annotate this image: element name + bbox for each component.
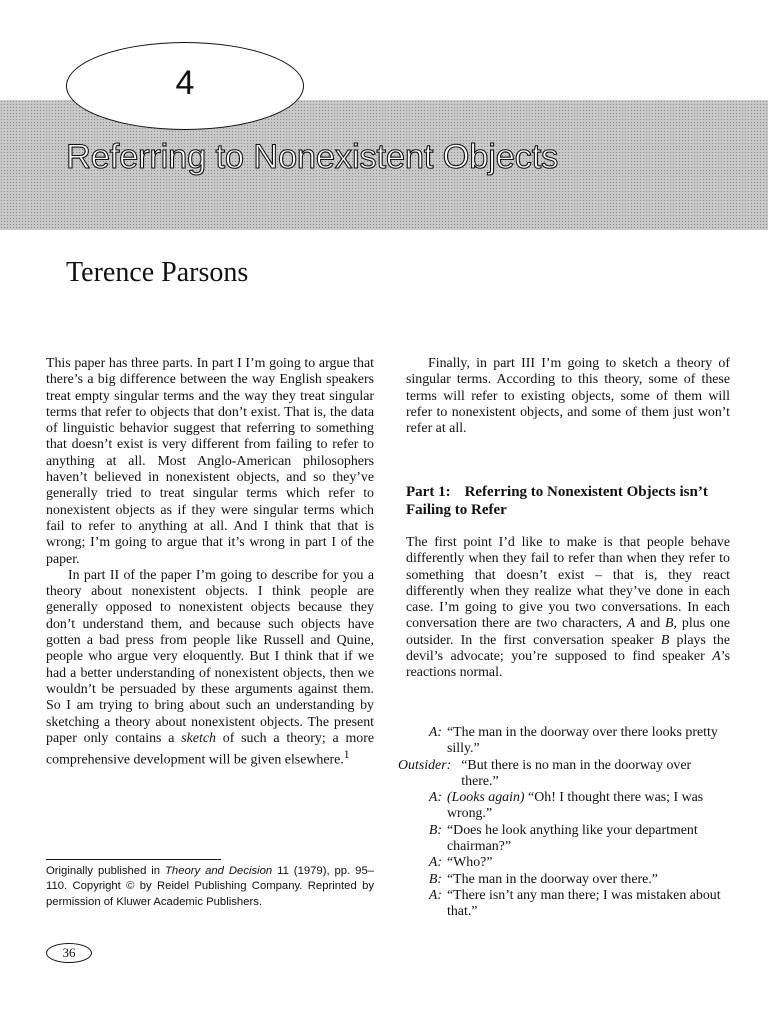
- emphasis-sketch: sketch: [181, 730, 216, 746]
- dialogue: [398, 725, 732, 921]
- left-column: [46, 356, 374, 769]
- paragraph: Finally, in part III I’m going to sketch a theory of singular terms. According to this theory, some of these terms will refer to existing objects, some of them will refer to nonexistent objects, and some of them just won’t refer at all.: [406, 356, 730, 437]
- right-column-intro: [406, 356, 730, 437]
- speaker: B:: [428, 822, 442, 838]
- speaker: A:: [428, 790, 442, 806]
- char-b: B: [660, 632, 670, 648]
- speaker: A:: [428, 887, 442, 903]
- footnote-marker[interactable]: 1: [343, 748, 350, 762]
- footnote-divider: [46, 859, 221, 860]
- right-column-body: [406, 535, 730, 682]
- paragraph: This paper has three parts. In part I I’m going to argue that there’s a big difference between the way English speakers treat empty singular terms and the way they treat singular terms that refer to objects that don’t exist. That is, the data of linguistic behavior suggest that referring to something that doesn’t exist is very different from failing to refer to anything at all. Most Anglo-American philosophers haven’t believed in nonexistent objects, and so they’ve generally tried to treat singular terms which refer to nonexistent objects as if they were singular terms which fail to refer to anything at all. And I think that that is wrong; I’m going to argue that it’s wrong in part I of the paper.: [46, 356, 374, 567]
- footnote: Originally published in Theory and Decision 11 (1979), pp. 95–110. Copyright © by Reidel Publishing Company. Reprinted by permission of Kluwer Academic Publishers.: [46, 865, 375, 908]
- char-b: B: [665, 616, 674, 632]
- char-a: A: [712, 649, 721, 665]
- section-number: Part 1:: [406, 484, 451, 500]
- dialogue-line: [398, 872, 732, 888]
- paragraph-text: of such a theory; a more comprehensive development will be given elsewhere.: [46, 730, 374, 768]
- speech: “There isn’t any man there; I was mistaken about that.”: [447, 887, 721, 920]
- paragraph-text: The first point I’d like to make is that people behave differently when they fail to refer than when they refer to something that doesn’t exist – that is, they react differently when they realize what they’ve done in each case. I’m going to give you two conversations. In each conversation there are two characters,: [406, 535, 730, 632]
- speech: “The man in the doorway over there.”: [447, 871, 658, 887]
- paragraph-text: plays the devil’s advocate; you’re supposed to find speaker: [406, 632, 730, 665]
- paragraph-text: In part II of the paper I’m going to describe for you a theory about nonexistent objects. I think people are generally opposed to nonexistent objects because they don’t understand them, and because such objects have gotten a bad press from people like Russell and Quine, people who argue very eloquently. But I think that if we had a better understanding of nonexistent objects, then we wouldn’t be persuaded by these arguments against them. So I am trying to bring about such an understanding by sketching a theory about nonexistent objects. The present paper only contains a: [46, 567, 374, 746]
- speaker: A:: [428, 725, 442, 740]
- chapter-number-oval: [66, 42, 304, 130]
- speaker: Outsider:: [398, 757, 452, 773]
- stage-direction: (Looks again): [447, 790, 525, 806]
- paragraph-text: ’s reactions normal.: [406, 649, 730, 681]
- chapter-title: Referring to Nonexistent Objects: [66, 138, 559, 176]
- speaker: A:: [428, 855, 442, 871]
- char-a: A: [626, 616, 636, 632]
- section-title: Referring to Nonexistent Objects isn’t Failing to Refer: [406, 484, 708, 518]
- speech: “Who?”: [447, 855, 493, 871]
- speech: (Looks again) “Oh! I thought there was; I was wrong.”: [447, 790, 704, 822]
- paragraph: [46, 568, 374, 769]
- dialogue-line: [398, 790, 732, 823]
- author-name: Terence Parsons: [66, 257, 249, 288]
- chapter-number: 4: [175, 63, 195, 102]
- paragraph-text: , plus one outsider. In the first conversation speaker: [406, 616, 730, 648]
- dialogue-line: [398, 823, 732, 856]
- speech: “Does he look anything like your department chairman?”: [447, 822, 698, 855]
- dialogue-line: [398, 855, 732, 871]
- and-word: and: [640, 616, 661, 632]
- section-heading: [406, 483, 730, 519]
- speech: “The man in the doorway over there looks pretty silly.”: [447, 725, 718, 757]
- paragraph: [406, 535, 730, 682]
- speaker: B:: [428, 871, 442, 887]
- dialogue-line: [398, 725, 732, 758]
- dialogue-line: [398, 888, 732, 921]
- speech: “But there is no man in the doorway over there.”: [461, 757, 692, 789]
- page-number: 36: [46, 943, 92, 963]
- journal-name: Theory and Decision: [165, 865, 273, 877]
- dialogue-line: [398, 758, 732, 791]
